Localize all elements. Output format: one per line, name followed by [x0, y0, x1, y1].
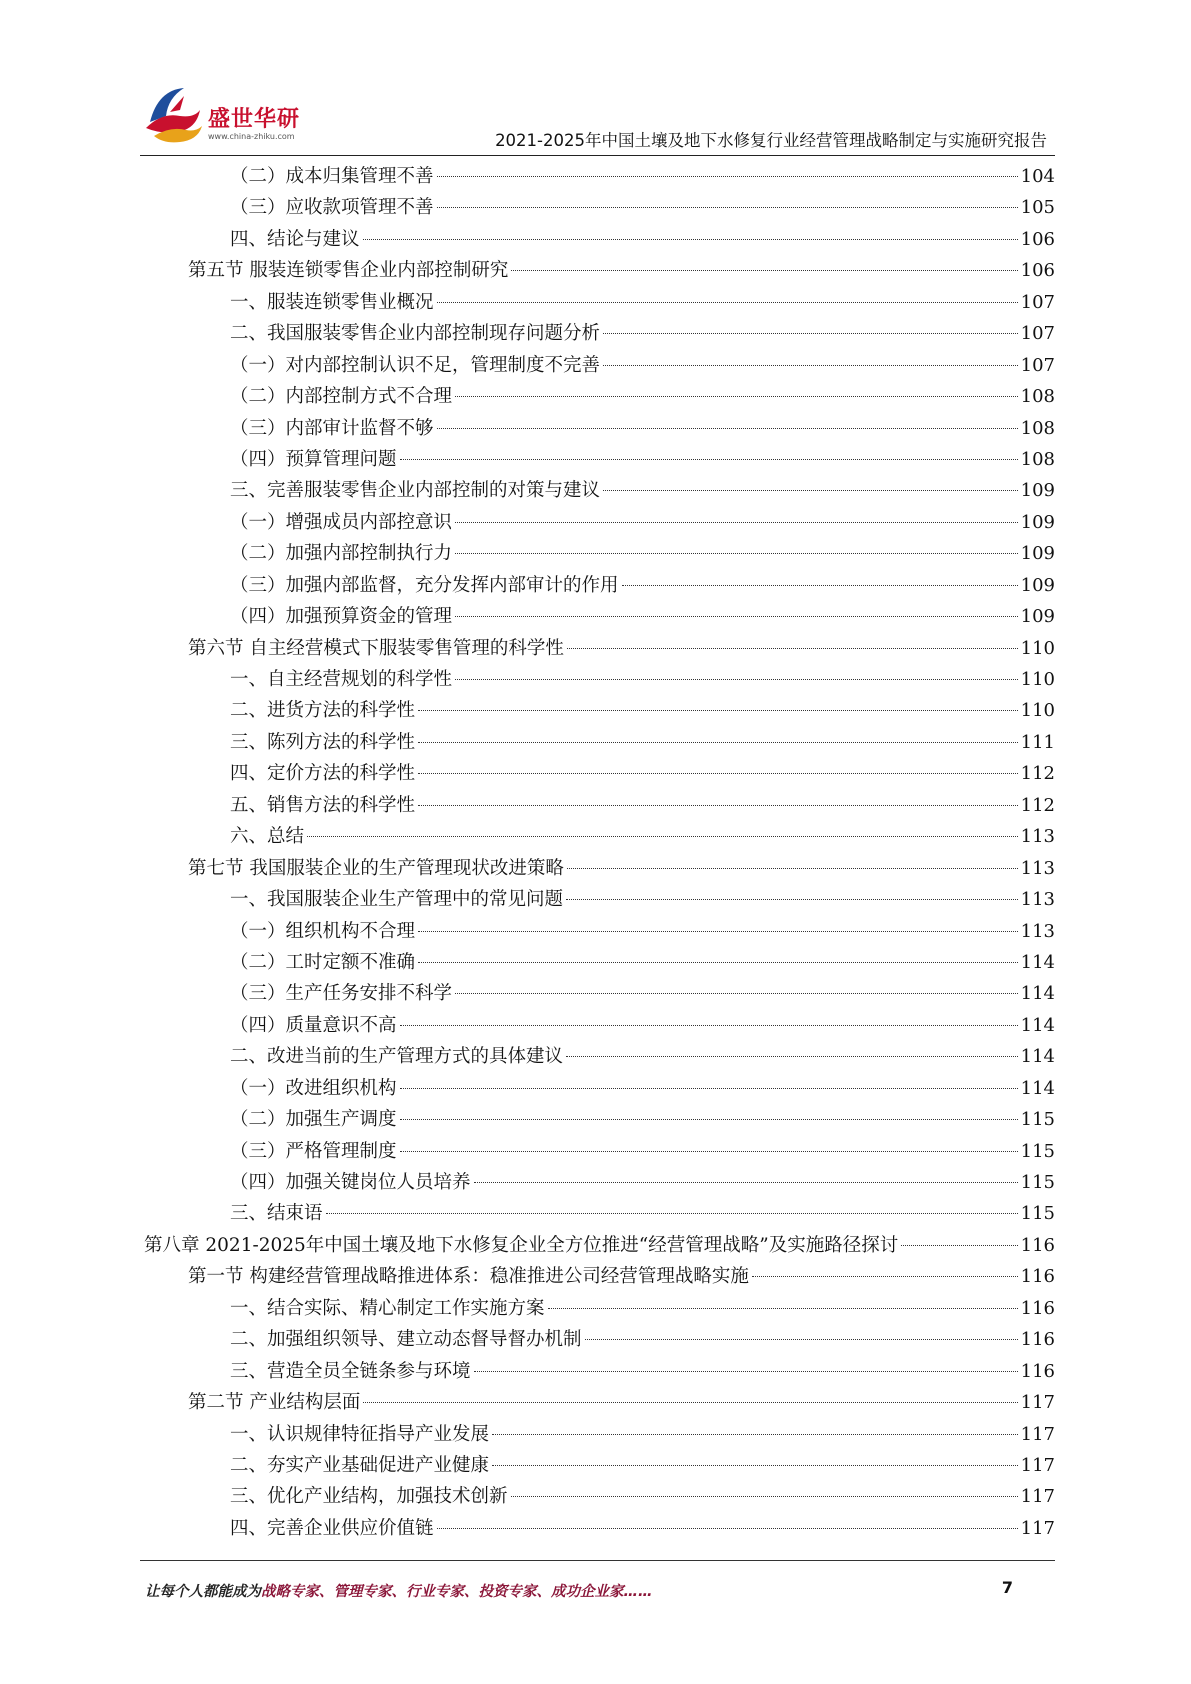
toc-dot-leader — [307, 836, 1018, 837]
toc-entry[interactable] — [140, 1167, 1055, 1198]
toc-dot-leader — [418, 710, 1018, 711]
toc-entry-page: 113 — [1020, 857, 1055, 879]
toc-entry[interactable] — [140, 664, 1055, 695]
logo-url: www.china-zhiku.com — [208, 132, 295, 141]
toc-entry[interactable] — [140, 978, 1055, 1009]
footer-divider — [140, 1560, 1055, 1561]
toc-entry[interactable] — [140, 1010, 1055, 1041]
toc-entry-page: 109 — [1020, 511, 1055, 533]
toc-dot-leader — [603, 333, 1018, 334]
toc-dot-leader — [400, 459, 1018, 460]
toc-entry[interactable] — [140, 1136, 1055, 1167]
slogan-roles: 战略专家、管理专家、行业专家、投资专家、成功企业家…… — [261, 1584, 653, 1600]
toc-entry-page: 117 — [1020, 1517, 1055, 1539]
toc-entry-page: 116 — [1020, 1297, 1055, 1319]
toc-entry-page: 105 — [1020, 197, 1055, 219]
toc-dot-leader — [548, 1308, 1018, 1309]
toc-dot-leader — [400, 1151, 1018, 1152]
toc-entry-title: （一）增强成员内部控意识 — [230, 511, 453, 533]
toc-entry-page: 108 — [1020, 386, 1055, 408]
toc-dot-leader — [752, 1276, 1018, 1277]
toc-entry-title: 二、改进当前的生产管理方式的具体建议 — [230, 1046, 564, 1068]
toc-dot-leader — [437, 207, 1018, 208]
toc-entry-title: （三）应收款项管理不善 — [230, 197, 434, 219]
toc-entry-page: 115 — [1020, 1203, 1055, 1225]
toc-entry[interactable] — [140, 507, 1055, 538]
toc-entry-title: （二）成本归集管理不善 — [230, 166, 434, 187]
toc-dot-leader — [603, 365, 1018, 366]
toc-entry-title: 四、结论与建议 — [230, 228, 360, 250]
toc-entry-page: 114 — [1020, 1014, 1055, 1036]
toc-entry-title: 二、进货方法的科学性 — [230, 700, 416, 722]
toc-entry[interactable] — [140, 255, 1055, 286]
toc-dot-leader — [437, 302, 1018, 303]
toc-entry[interactable] — [140, 884, 1055, 915]
toc-entry-title: （四）预算管理问题 — [230, 448, 397, 470]
toc-entry-page: 107 — [1020, 323, 1055, 345]
toc-dot-leader — [474, 1182, 1018, 1183]
toc-entry-title: （二）内部控制方式不合理 — [230, 386, 453, 408]
table-of-contents — [140, 161, 1055, 1544]
toc-entry-page: 117 — [1020, 1423, 1055, 1445]
toc-entry-page: 108 — [1020, 417, 1055, 439]
toc-entry-title: （三）加强内部监督，充分发挥内部审计的作用 — [230, 574, 619, 596]
toc-entry[interactable] — [140, 1041, 1055, 1072]
toc-dot-leader — [566, 1056, 1018, 1057]
toc-entry-page: 106 — [1020, 260, 1055, 282]
toc-entry[interactable] — [140, 695, 1055, 726]
toc-entry[interactable] — [140, 853, 1055, 884]
toc-entry[interactable] — [140, 1481, 1055, 1512]
toc-entry[interactable] — [140, 601, 1055, 632]
toc-entry-title: 第五节 服装连锁零售企业内部控制研究 — [188, 260, 509, 282]
toc-entry[interactable] — [140, 538, 1055, 569]
toc-entry[interactable] — [140, 287, 1055, 318]
toc-entry-page: 116 — [1020, 1266, 1055, 1288]
toc-entry-title: 第八章 2021-2025年中国土壤及地下水修复企业全方位推进“经营管理战略”及实施路径探讨 — [144, 1234, 899, 1256]
toc-dot-leader — [567, 648, 1018, 649]
toc-entry-page: 115 — [1020, 1140, 1055, 1162]
toc-entry-title: （四）质量意识不高 — [230, 1014, 397, 1036]
slogan-prefix: 让每个人都能成为 — [145, 1584, 261, 1600]
toc-entry[interactable] — [140, 1356, 1055, 1387]
toc-entry-page: 117 — [1020, 1392, 1055, 1414]
toc-dot-leader — [455, 616, 1018, 617]
toc-entry-title: 三、完善服装零售企业内部控制的对策与建议 — [230, 480, 601, 502]
toc-entry-page: 116 — [1020, 1360, 1055, 1382]
toc-dot-leader — [418, 773, 1018, 774]
toc-entry[interactable] — [140, 727, 1055, 758]
toc-entry-page: 117 — [1020, 1486, 1055, 1508]
toc-dot-leader — [492, 1434, 1018, 1435]
toc-entry-page: 117 — [1020, 1454, 1055, 1476]
toc-entry-title: 一、服装连锁零售业概况 — [230, 291, 434, 313]
toc-entry[interactable] — [140, 413, 1055, 444]
toc-dot-leader — [437, 176, 1018, 177]
toc-entry[interactable] — [140, 916, 1055, 947]
toc-entry-title: 三、优化产业结构，加强技术创新 — [230, 1486, 508, 1508]
toc-dot-leader — [363, 1402, 1017, 1403]
toc-entry-page: 113 — [1020, 826, 1055, 848]
toc-dot-leader — [455, 522, 1018, 523]
toc-entry-title: 三、结束语 — [230, 1203, 323, 1225]
toc-entry[interactable] — [140, 475, 1055, 506]
footer-slogan — [145, 1580, 653, 1601]
toc-dot-leader — [326, 1213, 1018, 1214]
toc-entry-page: 112 — [1020, 763, 1055, 785]
toc-entry[interactable] — [140, 192, 1055, 223]
toc-entry-title: （二）工时定额不准确 — [230, 951, 416, 973]
toc-entry-title: （二）加强内部控制执行力 — [230, 543, 453, 565]
toc-entry[interactable] — [140, 570, 1055, 601]
toc-entry[interactable] — [140, 1198, 1055, 1229]
report-title: 2021-2025年中国土壤及地下水修复行业经营管理战略制定与实施研究报告 — [495, 131, 1047, 150]
toc-dot-leader — [511, 1496, 1018, 1497]
toc-entry[interactable] — [140, 758, 1055, 789]
toc-entry-title: （三）内部审计监督不够 — [230, 417, 434, 439]
toc-dot-leader — [418, 962, 1018, 963]
toc-entry-title: 第六节 自主经营模式下服装零售管理的科学性 — [188, 637, 564, 659]
toc-entry[interactable] — [140, 790, 1055, 821]
toc-entry[interactable] — [140, 381, 1055, 412]
toc-dot-leader — [418, 742, 1018, 743]
toc-entry-title: （二）加强生产调度 — [230, 1109, 397, 1131]
toc-entry-page: 109 — [1020, 606, 1055, 628]
toc-dot-leader — [437, 428, 1018, 429]
toc-entry-title: （一）改进组织机构 — [230, 1077, 397, 1099]
logo-emblem-icon — [140, 82, 206, 148]
toc-dot-leader — [400, 1025, 1018, 1026]
toc-entry[interactable] — [140, 1230, 1055, 1261]
toc-entry-title: 第七节 我国服装企业的生产管理现状改进策略 — [188, 857, 564, 879]
toc-entry-page: 109 — [1020, 543, 1055, 565]
toc-dot-leader — [400, 1119, 1018, 1120]
toc-entry[interactable] — [140, 1324, 1055, 1355]
toc-entry-title: 二、加强组织领导、建立动态督导督办机制 — [230, 1329, 582, 1351]
toc-entry[interactable] — [140, 633, 1055, 664]
toc-dot-leader — [566, 899, 1018, 900]
toc-entry-page: 115 — [1020, 1172, 1055, 1193]
header-divider — [140, 155, 1055, 156]
toc-dot-leader — [567, 868, 1018, 869]
toc-entry-page: 107 — [1020, 354, 1055, 376]
toc-entry-page: 107 — [1020, 291, 1055, 313]
toc-entry-page: 110 — [1020, 700, 1055, 722]
toc-entry-page: 116 — [1020, 1234, 1055, 1256]
toc-entry-title: 二、我国服装零售企业内部控制现存问题分析 — [230, 323, 601, 345]
toc-entry-page: 111 — [1020, 731, 1055, 753]
toc-entry-title: 第一节 构建经营管理战略推进体系：稳准推进公司经营管理战略实施 — [188, 1266, 749, 1288]
toc-entry[interactable] — [140, 1293, 1055, 1324]
toc-entry[interactable] — [140, 161, 1055, 192]
toc-entry-title: 一、自主经营规划的科学性 — [230, 669, 453, 690]
toc-dot-leader — [455, 553, 1018, 554]
toc-entry-title: 三、营造全员全链条参与环境 — [230, 1360, 471, 1382]
toc-entry-page: 115 — [1020, 1109, 1055, 1131]
toc-entry[interactable] — [140, 1513, 1055, 1544]
toc-entry-title: 三、陈列方法的科学性 — [230, 731, 416, 753]
toc-entry-title: （一）组织机构不合理 — [230, 920, 416, 942]
toc-entry-page: 106 — [1020, 228, 1055, 250]
toc-entry-page: 114 — [1020, 1077, 1055, 1099]
toc-entry[interactable] — [140, 318, 1055, 349]
toc-dot-leader — [585, 1339, 1018, 1340]
toc-entry-page: 114 — [1020, 1046, 1055, 1068]
page-number: 7 — [1001, 1578, 1013, 1597]
toc-dot-leader — [622, 585, 1018, 586]
toc-entry-page: 113 — [1020, 889, 1055, 911]
toc-entry-page: 110 — [1020, 637, 1055, 659]
toc-entry-page: 104 — [1020, 166, 1055, 187]
toc-entry-page: 114 — [1020, 951, 1055, 973]
toc-entry-page: 112 — [1020, 794, 1055, 816]
toc-dot-leader — [437, 1528, 1018, 1529]
toc-dot-leader — [455, 396, 1018, 397]
toc-dot-leader — [455, 993, 1018, 994]
toc-entry[interactable] — [140, 821, 1055, 852]
toc-entry-title: 四、完善企业供应价值链 — [230, 1517, 434, 1539]
toc-entry-title: 第二节 产业结构层面 — [188, 1392, 361, 1414]
toc-dot-leader — [418, 931, 1018, 932]
toc-dot-leader — [363, 239, 1018, 240]
toc-entry[interactable] — [140, 1419, 1055, 1450]
page-header — [140, 82, 1055, 152]
toc-dot-leader — [474, 1371, 1018, 1372]
toc-dot-leader — [418, 805, 1018, 806]
toc-entry-title: 一、结合实际、精心制定工作实施方案 — [230, 1297, 545, 1319]
toc-entry-title: 四、定价方法的科学性 — [230, 763, 416, 785]
toc-entry[interactable] — [140, 1073, 1055, 1104]
toc-dot-leader — [492, 1465, 1018, 1466]
toc-entry[interactable] — [140, 1450, 1055, 1481]
toc-entry[interactable] — [140, 224, 1055, 255]
toc-entry-title: （三）生产任务安排不科学 — [230, 983, 453, 1005]
toc-entry-page: 114 — [1020, 983, 1055, 1005]
toc-entry-page: 113 — [1020, 920, 1055, 942]
logo-name: 盛世华研 — [208, 107, 301, 132]
toc-dot-leader — [455, 679, 1018, 680]
toc-dot-leader — [603, 490, 1018, 491]
toc-entry-title: 六、总结 — [230, 826, 305, 848]
toc-entry[interactable] — [140, 1104, 1055, 1135]
toc-entry[interactable] — [140, 947, 1055, 978]
toc-entry[interactable] — [140, 1261, 1055, 1292]
toc-entry-title: 一、我国服装企业生产管理中的常见问题 — [230, 889, 564, 911]
toc-entry-title: （四）加强预算资金的管理 — [230, 606, 453, 628]
toc-entry[interactable] — [140, 350, 1055, 381]
toc-entry-page: 109 — [1020, 574, 1055, 596]
toc-entry-title: 五、销售方法的科学性 — [230, 794, 416, 816]
toc-dot-leader — [901, 1245, 1017, 1246]
toc-entry-page: 110 — [1020, 669, 1055, 690]
toc-entry-title: 一、认识规律特征指导产业发展 — [230, 1423, 490, 1445]
toc-entry-page: 108 — [1020, 448, 1055, 470]
toc-entry-page: 116 — [1020, 1329, 1055, 1351]
company-logo — [140, 82, 310, 148]
toc-dot-leader — [511, 270, 1017, 271]
toc-entry[interactable] — [140, 1387, 1055, 1418]
toc-entry[interactable] — [140, 444, 1055, 475]
toc-entry-title: （一）对内部控制认识不足，管理制度不完善 — [230, 354, 601, 376]
toc-dot-leader — [400, 1088, 1018, 1089]
toc-entry-title: （三）严格管理制度 — [230, 1140, 397, 1162]
toc-entry-title: 二、夯实产业基础促进产业健康 — [230, 1454, 490, 1476]
toc-entry-title: （四）加强关键岗位人员培养 — [230, 1172, 471, 1193]
toc-entry-page: 109 — [1020, 480, 1055, 502]
